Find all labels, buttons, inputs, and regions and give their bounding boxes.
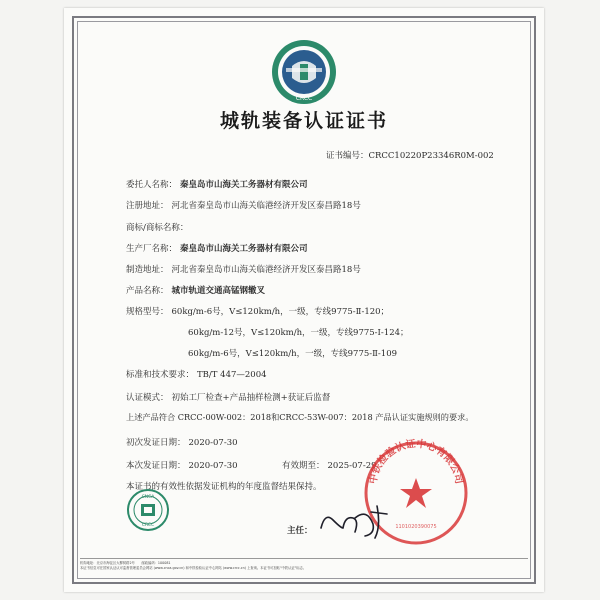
issue-label: 本次发证日期： [126,461,186,471]
certificate-paper [64,8,544,592]
client-label: 委托人名称： [126,180,178,190]
reg-addr-value: 河北省秦皇岛市山海关临港经济开发区泰昌路18号 [171,201,361,211]
svg-text:CNCA: CNCA [141,495,155,500]
signer-label: 主任： [287,526,313,536]
mfg-addr-label: 制造地址： [126,265,169,275]
product-label: 产品名称： [126,286,169,296]
mfg-addr-row [126,263,361,275]
svg-text:CRCC: CRCC [295,95,313,102]
first-issue-value: 2020-07-30 [188,438,238,448]
spec-row-3 [188,347,397,359]
standard-value: TB/T 447—2004 [197,370,267,380]
mode-value: 初始工厂检查+产品抽样检测+获证后监督 [171,393,331,403]
product-value: 城市轨道交通高锰钢辙叉 [171,286,266,296]
mode-row [126,391,330,403]
first-issue-label: 初次发证日期： [126,438,186,448]
spec-line-3: 60kg/m-6号，V≤120km/h，一级，专线9775-Ⅱ-109 [188,349,398,359]
manufacturer-value: 秦皇岛市山海关工务器材有限公司 [180,244,308,254]
standard-row [126,368,267,380]
spec-row-2 [188,326,409,338]
svg-text:中铁检验认证中心有限公司: 中铁检验认证中心有限公司 [367,438,465,485]
spec-row [126,305,389,317]
manufacturer-row [126,242,308,254]
certificate-footer [80,558,528,572]
standard-label: 标准和技术要求： [126,370,195,380]
cert-number-value: CRCC10220P23346R0M-002 [368,151,494,161]
conformity-row [126,412,474,423]
reg-addr-row [126,199,361,211]
cert-number [326,149,494,161]
client-value: 秦皇岛市山海关工务器材有限公司 [180,180,308,190]
spec-line-1: 60kg/m-6号，V≤120km/h，一级，专线9775-Ⅱ-120； [171,307,390,317]
brand-row [126,221,191,233]
valid-value: 2025-07-29 [327,461,377,471]
svg-text:1101020390075: 1101020390075 [395,524,437,530]
valid-label: 有效期至： [282,461,325,471]
reg-addr-label: 注册地址： [126,201,169,211]
manufacturer-label: 生产厂名称： [126,244,178,254]
mfg-addr-value: 河北省秦皇岛市山海关临港经济开发区泰昌路18号 [171,265,361,275]
issue-row [126,459,238,471]
client-row [126,178,308,190]
spec-label: 规格型号： [126,307,169,317]
spec-line-2: 60kg/m-12号，V≤120km/h，一级，专线9775-Ⅰ-124； [188,328,409,338]
crcc-logo-icon [270,38,338,106]
first-issue-row [126,436,238,448]
certificate-title: 城轨装备认证证书 [219,110,388,132]
brand-label: 商标/商标名称： [126,223,189,233]
svg-text:CRCC: CRCC [141,523,155,528]
validity-note: 本证书的有效性依据发证机构的年度监督结果保持。 [126,482,322,492]
footer-line-2: 本证书信息可在国家认证认可监督管理委员会网站 (www.cnca.gov.cn) 和中铁检验认证中心网站 (www.crcc.cn) 上查询。本证书可加贴"中铁认证"标志。 [80,566,307,571]
cnca-logo-icon [126,488,170,532]
conformity-text: 上述产品符合 CRCC-00W-002：2018和CRCC-53W-007：2018 产品认证实施规则的要求。 [126,412,474,422]
mode-label: 认证模式： [126,393,169,403]
footer-line-1: 机构地址：北京市海淀区大柳树路2号 邮政编码：100081 [80,561,171,565]
issue-value: 2020-07-30 [188,461,238,471]
handwritten-signature [315,498,395,544]
cert-number-label: 证书编号： [326,151,369,161]
product-row [126,284,265,296]
